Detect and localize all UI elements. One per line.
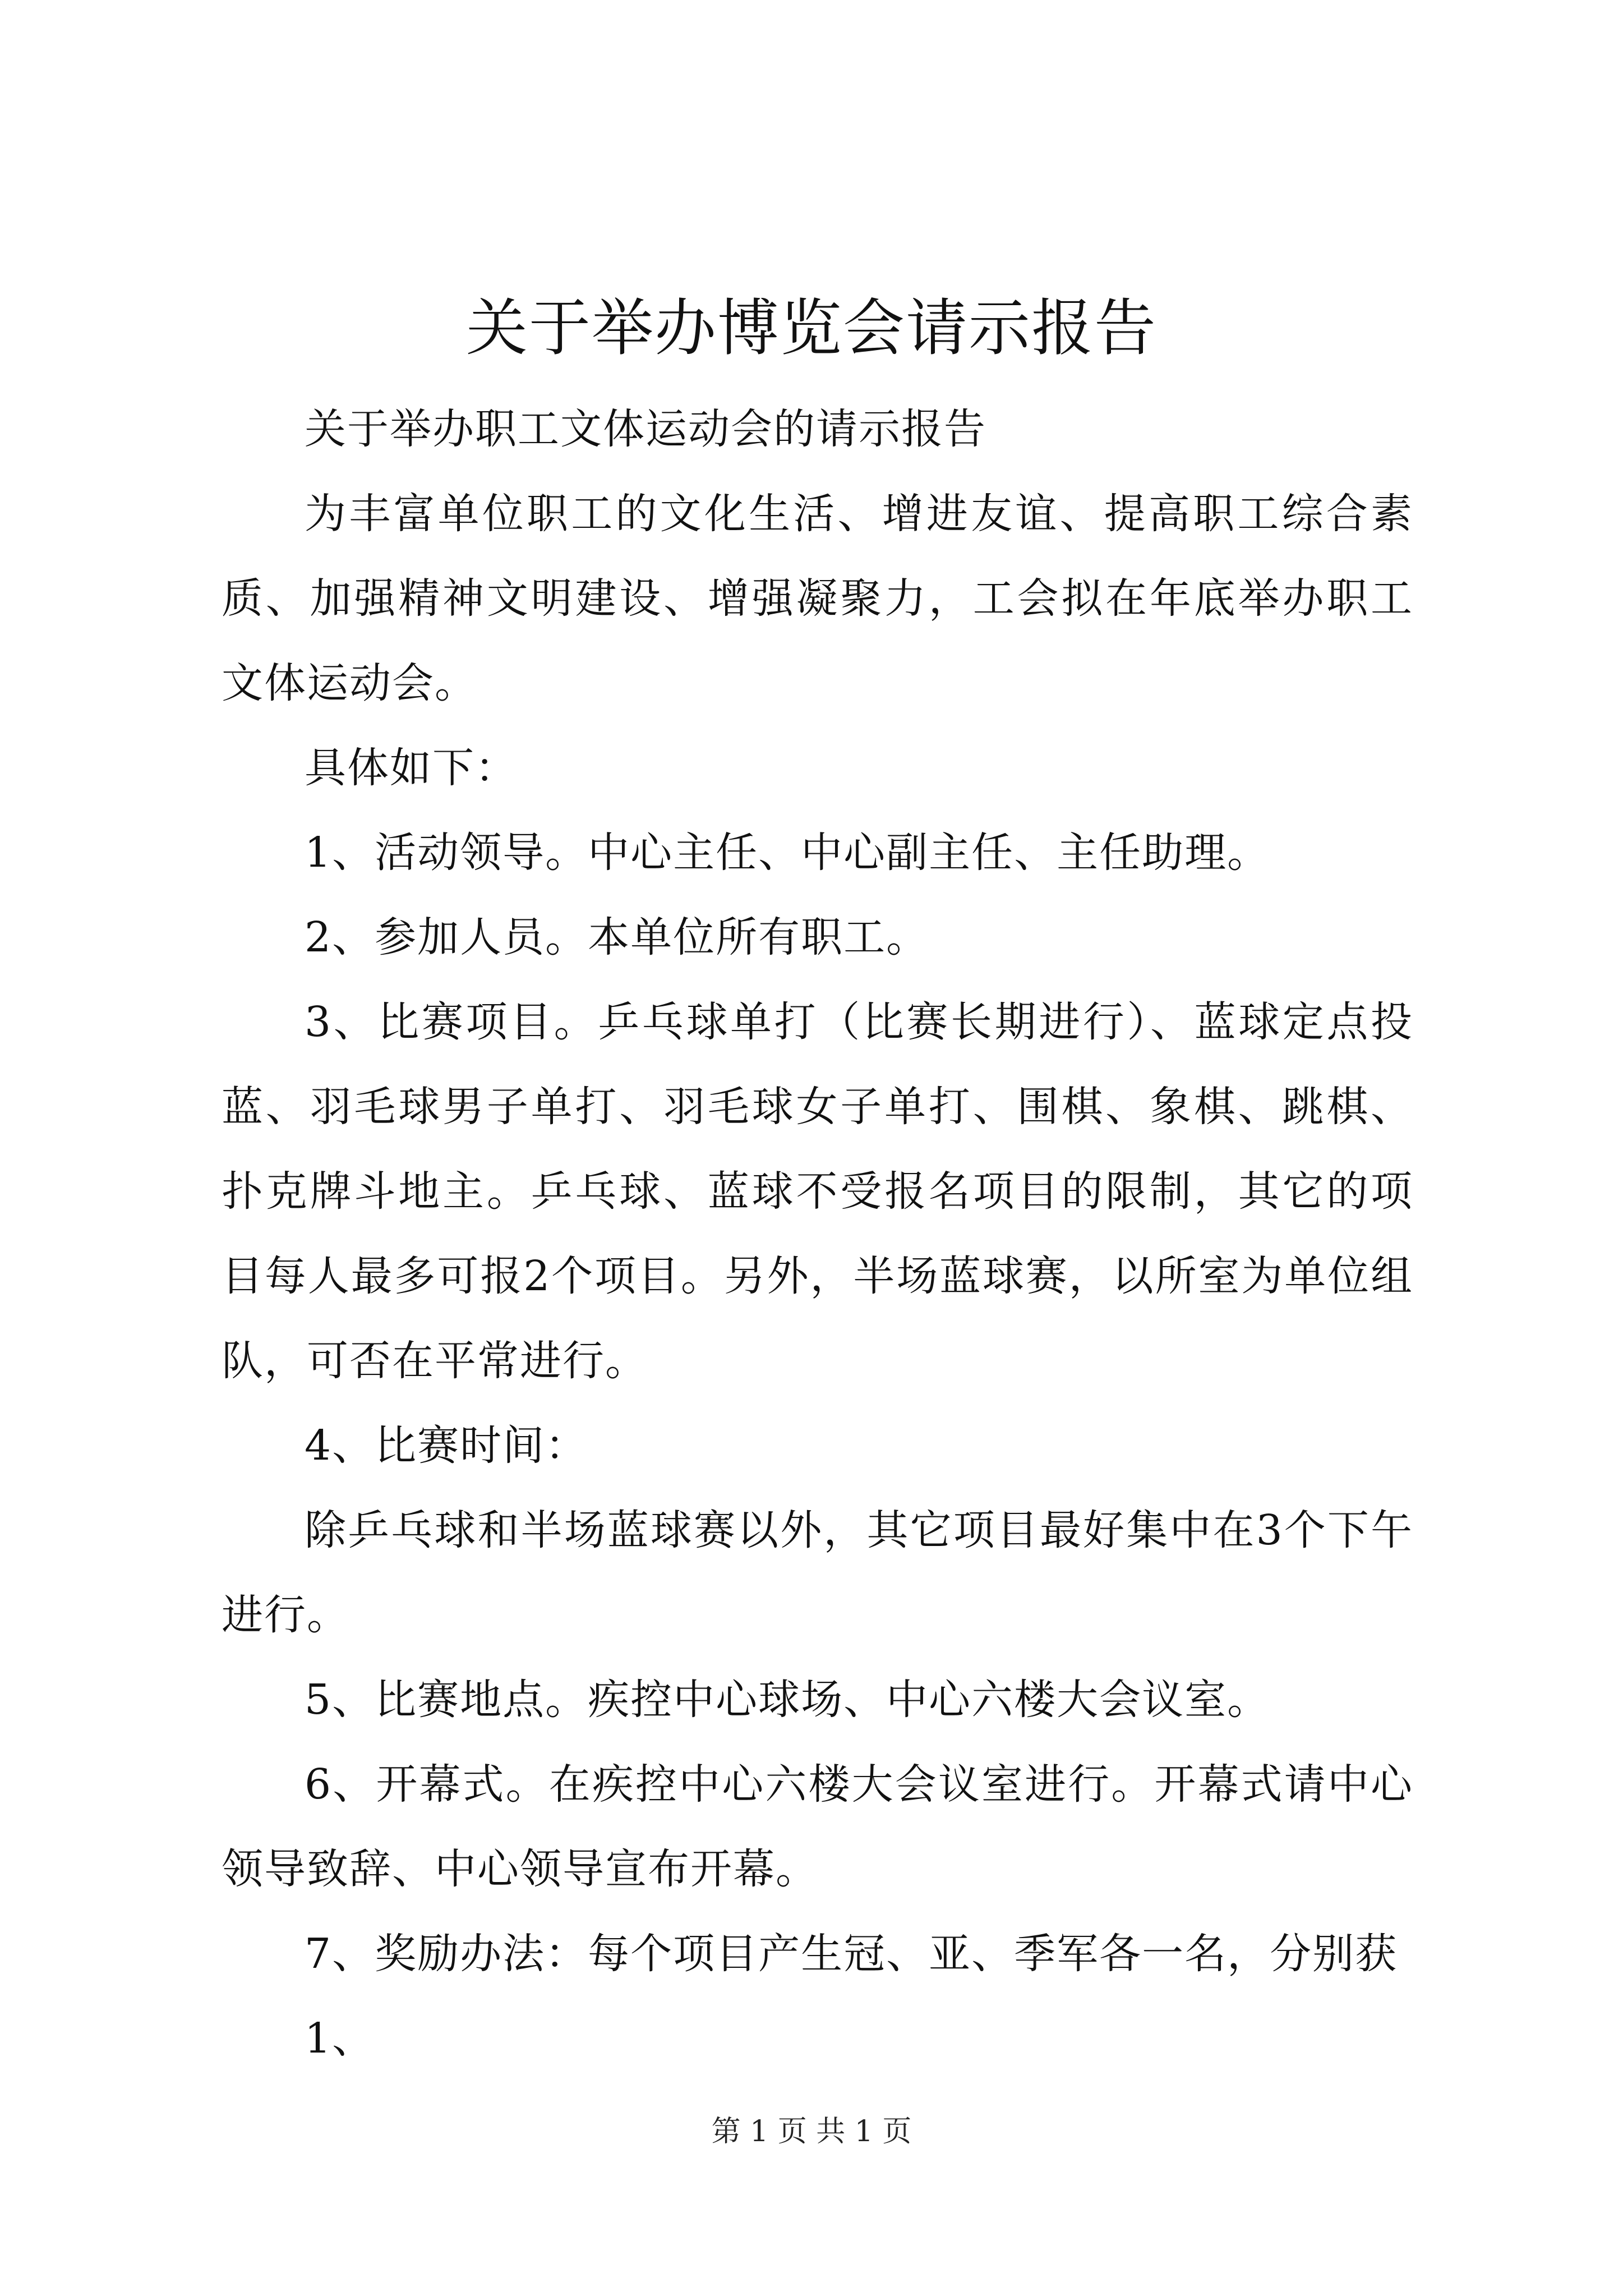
document-title: 关于举办博览会请示报告 — [466, 292, 1157, 364]
paragraph-intro: 为丰富单位职工的文化生活、增进友谊、提高职工综合素质、加强精神文明建设、增强凝聚力，工会拟在年底举办职工文体运动会。 — [222, 490, 1413, 707]
paragraph-item-7: 7、奖励办法：每个项目产生冠、亚、季军各一名，分别获 — [305, 1930, 1398, 1978]
paragraph-item-6: 6、开幕式。在疾控中心六楼大会议室进行。开幕式请中心领导致辞、中心领导宣布开幕。 — [222, 1760, 1413, 1893]
paragraph-details-heading: 具体如下： — [305, 744, 518, 792]
paragraph-item-3: 3、比赛项目。乒乓球单打（比赛长期进行）、蓝球定点投蓝、羽毛球男子单打、羽毛球女子单打、围棋、象棋、跳棋、扑克牌斗地主。乒乓球、蓝球不受报名项目的限制，其它的项目每人最多可报2个项目。另外，半场蓝球赛，以所室为单位组队，可否在平常进行。 — [222, 998, 1413, 1385]
document-body — [222, 387, 1413, 2081]
paragraph-item-1: 1、活动领导。中心主任、中心副主任、主任助理。 — [305, 829, 1270, 877]
page-footer: 第 1 页 共 1 页 — [711, 2115, 912, 2148]
paragraph-trailing: 1、 — [305, 2014, 375, 2063]
paragraph-item-2: 2、参加人员。本单位所有职工。 — [305, 913, 929, 961]
paragraph-subtitle: 关于举办职工文体运动会的请示报告 — [305, 405, 986, 453]
paragraph-item-4: 4、比赛时间： — [305, 1421, 588, 1470]
paragraph-item-4-detail: 除乒乓球和半场蓝球赛以外，其它项目最好集中在3个下午进行。 — [222, 1506, 1413, 1639]
paragraph-item-5: 5、比赛地点。疾控中心球场、中心六楼大会议室。 — [305, 1676, 1270, 1724]
